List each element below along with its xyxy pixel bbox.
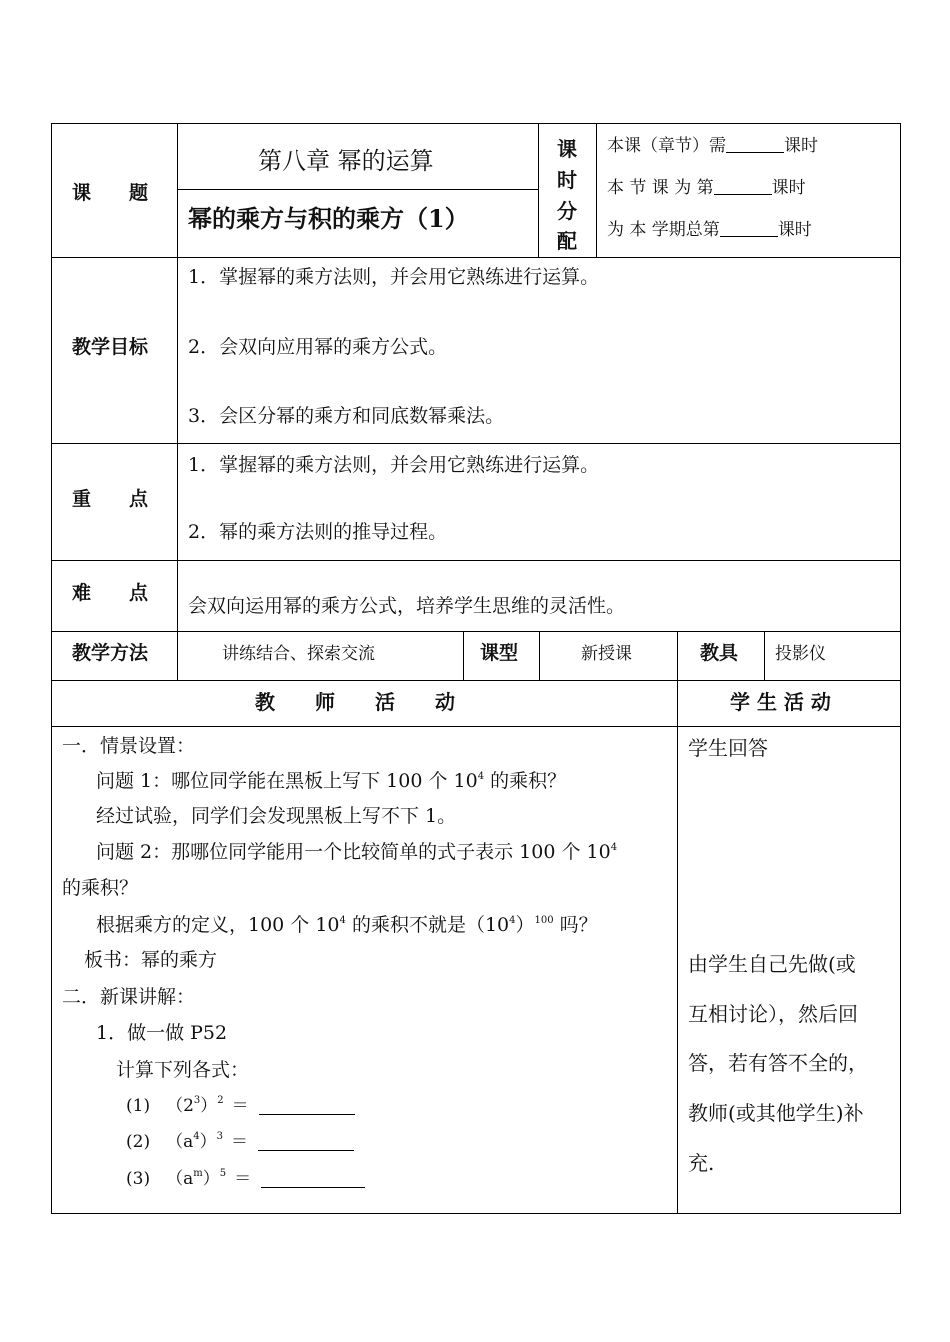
alloc-label-char-1: 课 [557, 137, 577, 161]
definition-line [96, 910, 598, 937]
section-1-title: 一．情景设置： [62, 735, 196, 757]
alloc-label-char-3: 分 [557, 199, 577, 223]
alloc-label-char-2: 时 [557, 168, 577, 192]
question-1-exponent: 4 [477, 771, 485, 782]
exercise-outer-exponent: 5 [219, 1168, 227, 1179]
question-1-note: 经过试验，同学们会发现黑板上写不下 1。 [96, 805, 457, 827]
student-note-line: 教师(或其他学生)补 [688, 1101, 864, 1125]
alloc-line-1-blank[interactable] [726, 138, 784, 153]
alloc-line-2-blank[interactable] [714, 180, 772, 195]
exercise-exponent: 3 [193, 1095, 201, 1106]
exercise-base: （2 [166, 1096, 194, 1116]
exercise-exponent: 4 [193, 1131, 200, 1142]
title-divider [178, 189, 538, 190]
question-2-exponent: 4 [610, 842, 618, 853]
teaching-tool-label: 教具 [700, 642, 739, 664]
question-1 [96, 766, 566, 793]
row-divider-method [51, 680, 901, 681]
definition-exponent: 4 [509, 915, 516, 926]
method-label: 教学方法 [72, 642, 149, 664]
key-point-item: 1．掌握幂的乘方法则，并会用它熟练进行运算。 [188, 454, 600, 476]
method-divider-3 [677, 631, 678, 680]
exercise-2 [126, 1127, 354, 1152]
label-column-divider [177, 123, 178, 680]
question-1-tail: 的乘积？ [484, 770, 567, 792]
exercise-3-answer-blank[interactable] [261, 1173, 365, 1188]
student-note-line: 充. [688, 1151, 715, 1175]
student-answer: 学生回答 [688, 736, 768, 760]
row-divider-objectives [51, 443, 901, 444]
definition-text: 根据乘方的定义，100 个 10 [96, 914, 340, 936]
lesson-type-label: 课型 [480, 642, 519, 664]
alloc-line-3-blank[interactable] [720, 222, 778, 237]
alloc-line-3 [607, 215, 812, 240]
method-divider-1 [463, 631, 464, 680]
section-2-title: 二．新课讲解： [62, 986, 196, 1008]
student-activity-heading: 学 生 活 动 [730, 690, 831, 714]
row-divider-activity-header [51, 726, 901, 727]
question-2 [96, 837, 617, 864]
difficulties-label: 难 点 [72, 582, 149, 604]
alloc-line-1-suffix: 课时 [784, 136, 818, 156]
definition-exponent: 4 [339, 915, 346, 926]
calc-title: 计算下列各式： [116, 1059, 250, 1081]
exercise-equals: ＝ [230, 1132, 248, 1152]
exercise-1 [126, 1091, 355, 1116]
lesson-title: 幂的乘方与积的乘方（1） [188, 204, 469, 233]
exercise-outer-exponent: 3 [216, 1131, 223, 1142]
alloc-line-1 [607, 131, 818, 156]
alloc-line-3-suffix: 课时 [777, 220, 812, 240]
key-point-item: 2．幂的乘方法则的推导过程。 [188, 521, 448, 543]
key-points-label: 重 点 [72, 488, 149, 510]
method-value: 讲练结合、探索交流 [222, 644, 375, 664]
exercise-exponent: m [193, 1168, 203, 1179]
student-note-line: 由学生自己先做(或 [688, 952, 856, 976]
board-note: 板书：幂的乘方 [84, 949, 218, 971]
definition-text: 的乘积不就是（10 [345, 914, 510, 936]
alloc-line-3-prefix: 为 本 学期总第 [607, 220, 720, 240]
activity-column-divider [677, 680, 678, 1214]
row-divider-difficulties [51, 631, 901, 632]
student-note-line: 答，若有答不全的， [688, 1051, 868, 1075]
lesson-type-value: 新授课 [581, 644, 632, 664]
question-2-tail: 的乘积？ [62, 877, 139, 899]
teacher-activity-heading: 教 师 活 动 [255, 690, 455, 714]
exercise-equals: ＝ [231, 1096, 249, 1116]
alloc-line-2-prefix: 本 节 课 为 第 [607, 178, 714, 198]
objective-item: 2．会双向应用幂的乘方公式。 [188, 336, 448, 358]
exercise-base: （a [166, 1132, 194, 1152]
difficulties-text: 会双向运用幂的乘方公式，培养学生思维的灵活性。 [188, 595, 626, 617]
alloc-label-char-4: 配 [557, 229, 577, 253]
try-it-title: 1．做一做 P52 [96, 1022, 228, 1044]
objectives-label: 教学目标 [72, 336, 149, 358]
chapter-title: 第八章 幂的运算 [258, 147, 434, 175]
exercise-close: ） [199, 1132, 217, 1152]
exercise-number: (1) [126, 1096, 151, 1116]
row-divider-header [51, 257, 901, 258]
alloc-right-divider [596, 123, 597, 257]
alloc-line-2 [607, 173, 806, 198]
exercise-number: (2) [126, 1132, 151, 1152]
exercise-base: （a [166, 1169, 194, 1189]
topic-label: 课 题 [72, 182, 149, 204]
teaching-tool-value: 投影仪 [775, 644, 826, 664]
objective-item: 3．会区分幂的乘方和同底数幂乘法。 [188, 405, 505, 427]
row-divider-keypoints [51, 560, 901, 561]
student-note-line: 互相讨论），然后回 [688, 1002, 858, 1026]
exercise-2-answer-blank[interactable] [258, 1136, 354, 1151]
definition-exponent: 100 [534, 915, 554, 926]
exercise-close: ） [202, 1169, 220, 1189]
alloc-line-2-suffix: 课时 [771, 178, 806, 198]
question-1-text: 问题 1：哪位同学能在黑板上写下 100 个 10 [96, 770, 478, 792]
exercise-outer-exponent: 2 [217, 1095, 224, 1106]
exercise-1-answer-blank[interactable] [259, 1100, 355, 1115]
exercise-close: ） [200, 1096, 218, 1116]
definition-text: 吗？ [553, 914, 598, 936]
alloc-left-divider [538, 123, 539, 257]
objective-item: 1．掌握幂的乘方法则，并会用它熟练进行运算。 [188, 266, 600, 288]
exercise-equals: ＝ [234, 1169, 252, 1189]
exercise-3 [126, 1164, 365, 1189]
question-2-text: 问题 2：那哪位同学能用一个比较简单的式子表示 100 个 10 [96, 841, 611, 863]
method-divider-4 [764, 631, 765, 680]
alloc-line-1-prefix: 本课（章节）需 [607, 136, 726, 156]
definition-text: ） [515, 914, 535, 936]
method-divider-2 [539, 631, 540, 680]
exercise-number: (3) [126, 1169, 151, 1189]
